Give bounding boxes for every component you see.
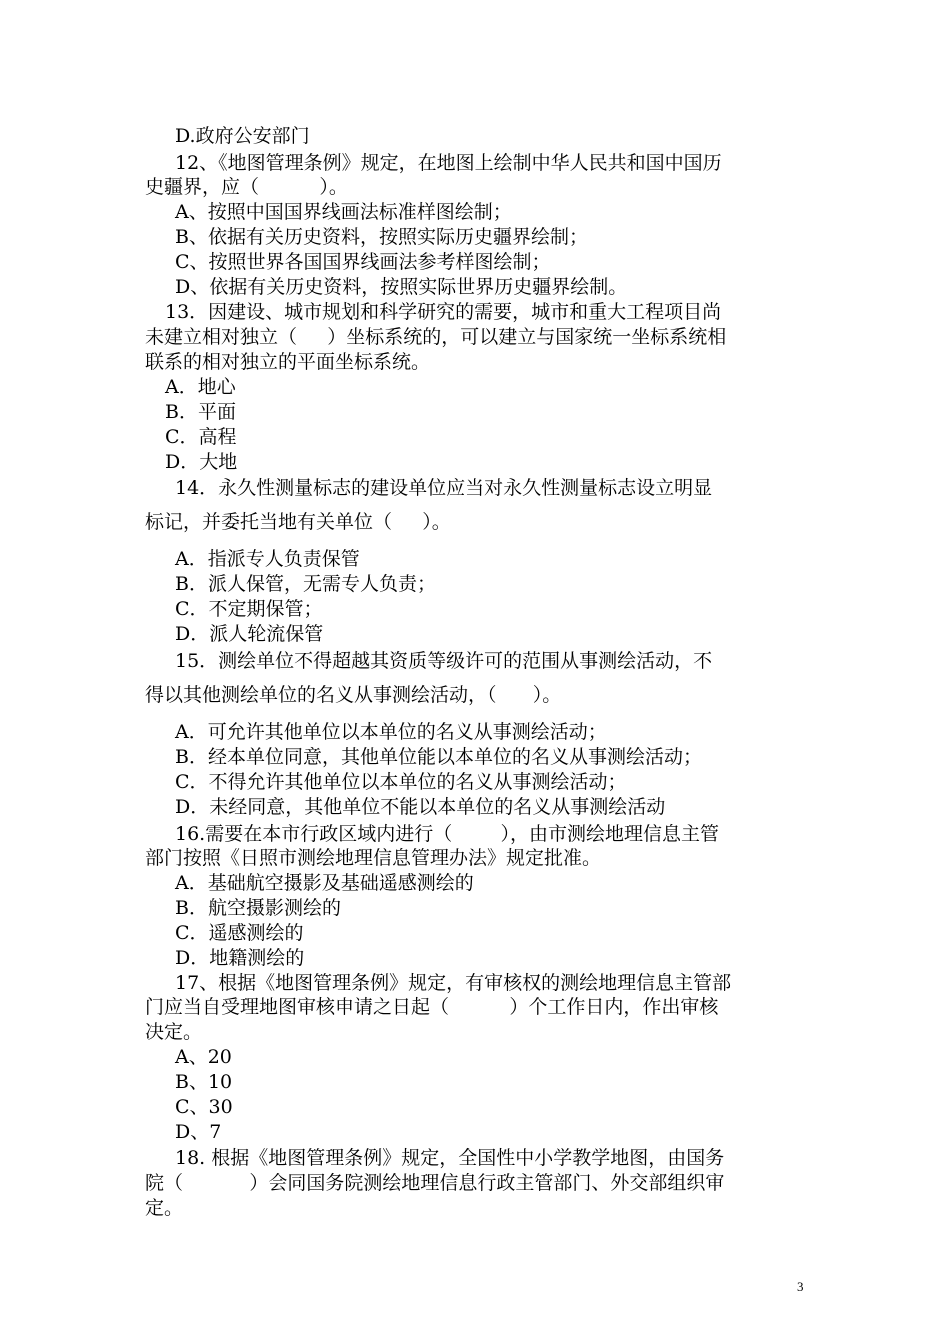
option-c: C．不定期保管；: [175, 598, 323, 620]
option-c: C．不得允许其他单位以本单位的名义从事测绘活动；: [175, 771, 627, 793]
option-b: B．派人保管，无需专人负责；: [175, 573, 436, 595]
question-14: 14．永久性测量标志的建设单位应当对永久性测量标志设立明显: [175, 477, 713, 499]
option-d: D.政府公安部门: [175, 125, 310, 147]
option-b: B．经本单位同意，其他单位能以本单位的名义从事测绘活动；: [175, 746, 702, 768]
option-d: D．未经同意，其他单位不能以本单位的名义从事测绘活动: [175, 796, 666, 818]
option-c: C．高程: [165, 426, 237, 448]
option-d: D、7: [175, 1121, 222, 1143]
option-b: B．航空摄影测绘的: [175, 897, 341, 919]
option-a: A．指派专人负责保管: [175, 548, 360, 570]
question-16: 16.需要在本市行政区域内进行（ ），由市测绘地理信息主管: [175, 823, 720, 845]
option-d: D、依据有关历史资料，按照实际世界历史疆界绘制。: [175, 276, 628, 298]
option-c: C、按照世界各国国界线画法参考样图绘制；: [175, 251, 551, 273]
option-b: B、10: [175, 1071, 233, 1093]
option-d: D．地籍测绘的: [175, 947, 305, 969]
question-17-cont: 决定。: [145, 1021, 203, 1043]
question-15-cont: 得以其他测绘单位的名义从事测绘活动，（ ）。: [145, 684, 562, 706]
option-c: C．遥感测绘的: [175, 922, 304, 944]
question-12: 12、《地图管理条例》规定，在地图上绘制中华人民共和国中国历: [175, 152, 722, 174]
question-17-cont: 门应当自受理地图审核申请之日起（ ）个工作日内，作出审核: [145, 996, 719, 1018]
question-15: 15．测绘单位不得超越其资质等级许可的范围从事测绘活动，不: [175, 650, 713, 672]
question-18: 18. 根据《地图管理条例》规定，全国性中小学教学地图，由国务: [175, 1147, 725, 1169]
question-14-cont: 标记，并委托当地有关单位（ ）。: [145, 511, 451, 533]
option-c: C、30: [175, 1096, 233, 1118]
option-a: A、按照中国国界线画法标准样图绘制；: [175, 201, 512, 223]
question-12-cont: 史疆界，应（ ）。: [145, 176, 348, 198]
option-a: A．基础航空摄影及基础遥感测绘的: [175, 872, 474, 894]
question-13: 13．因建设、城市规划和科学研究的需要，城市和重大工程项目尚: [165, 301, 722, 323]
option-b: B．平面: [165, 401, 236, 423]
option-a: A．可允许其他单位以本单位的名义从事测绘活动；: [175, 721, 607, 743]
question-16-cont: 部门按照《日照市测绘地理信息管理办法》规定批准。: [145, 847, 602, 869]
option-d: D．大地: [165, 451, 238, 473]
question-13-cont: 联系的相对独立的平面坐标系统。: [145, 351, 431, 373]
question-18-cont: 定。: [145, 1197, 184, 1219]
option-a: A．地心: [165, 376, 236, 398]
question-13-cont: 未建立相对独立（ ）坐标系统的，可以建立与国家统一坐标系统相: [145, 326, 727, 348]
question-17: 17、根据《地图管理条例》规定，有审核权的测绘地理信息主管部: [175, 972, 732, 994]
option-d: D．派人轮流保管: [175, 623, 324, 645]
page-number: 3: [797, 1279, 804, 1294]
question-18-cont: 院（ ）会同国务院测绘地理信息行政主管部门、外交部组织审: [145, 1172, 725, 1194]
option-b: B、依据有关历史资料，按照实际历史疆界绘制；: [175, 226, 588, 248]
option-a: A、20: [175, 1046, 232, 1068]
